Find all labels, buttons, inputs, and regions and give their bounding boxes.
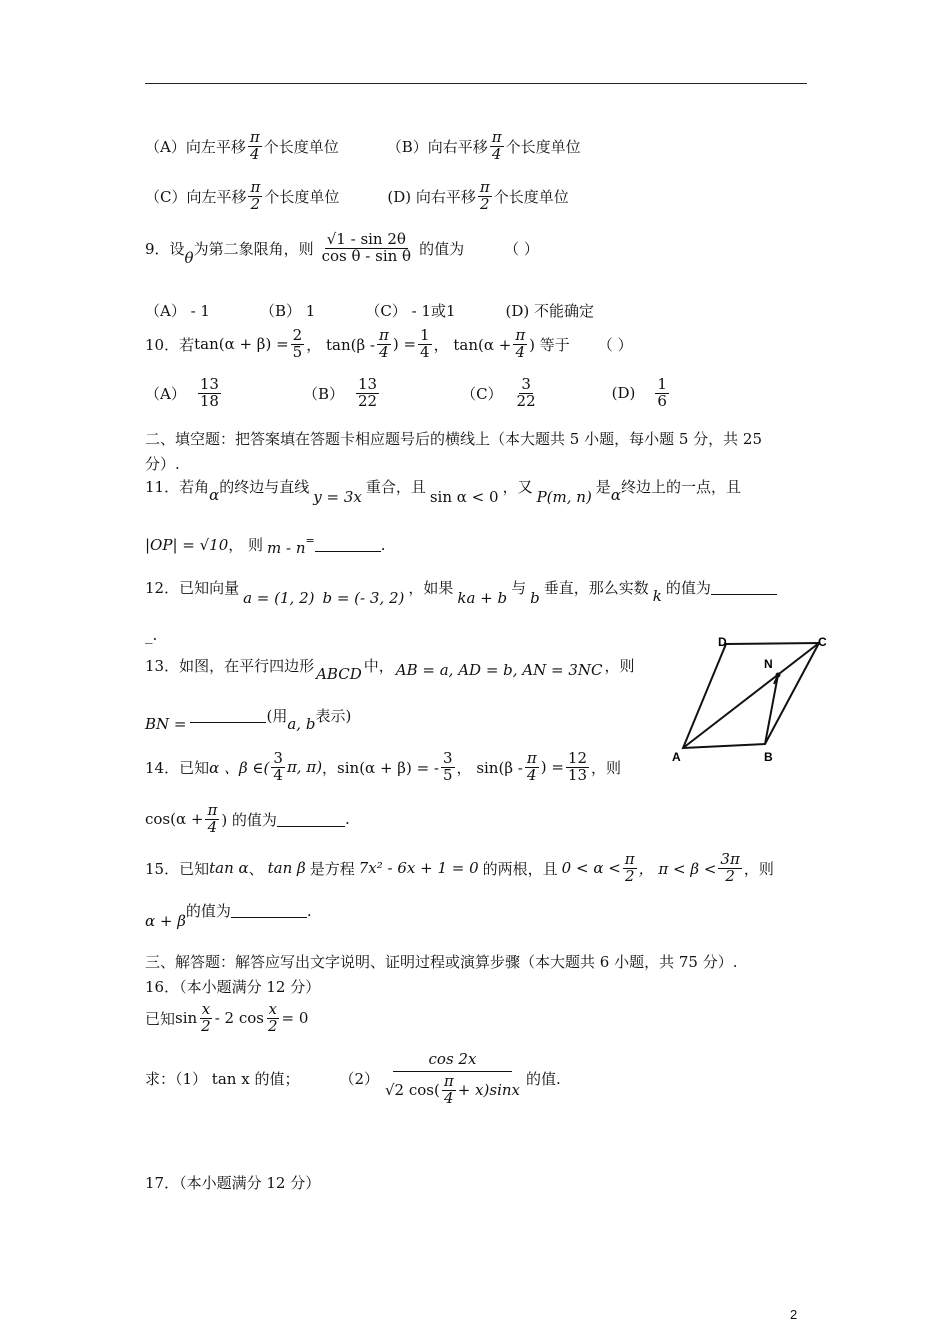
parallelogram-figure: [666, 630, 836, 770]
header-rule: [145, 83, 807, 84]
q12-stem-cont: _.: [145, 626, 158, 644]
label-d: D: [718, 635, 727, 649]
fraction: $\frac{\pi}{2}$: [250, 178, 261, 213]
q17-heading: 17．（本小题满分 12 分）: [145, 1174, 321, 1192]
q16-heading: 16．（本小题满分 12 分）: [145, 978, 321, 996]
label-n: N: [764, 657, 773, 671]
q15-answer-blank[interactable]: [231, 903, 307, 918]
q10-option-a: （A）: [145, 384, 186, 403]
q15-stem-cont: α + β 的值为 .: [145, 901, 312, 930]
q9-stem: 9．设 θ 为第二象限角，则 $\frac{√1 - \sin 2\theta}{\text{cos θ - sin θ}}$ 的值为 （ ）: [145, 230, 539, 268]
q10-options: （A） $\frac{13}{18}$ （B） $\frac{13}{22}$ （C） $\frac{3}{22}$ (D) $\frac{1}{6}$: [145, 375, 667, 410]
q10-option-c: （C）: [461, 384, 503, 403]
q8-option-c: （C）向左平移: [145, 187, 247, 206]
q8-option-b: （B）向右平移: [386, 137, 488, 156]
q8-option-d: (D) 向右平移: [387, 187, 476, 206]
fraction: $\frac{\pi}{2}$: [479, 178, 490, 213]
page-number: 2: [790, 1307, 798, 1322]
q13-answer-blank[interactable]: [190, 708, 266, 723]
q10-option-b: （B）: [302, 384, 344, 403]
q9-option-a: （A） - 1: [145, 302, 210, 320]
label-b: B: [764, 750, 773, 764]
q13-stem: 13．如图，在平行四边形 ABCD 中， AB = a, AD = b, AN = 3NC ，则: [145, 657, 635, 683]
q16-ask: 求：（1） tan x 的值； （2） cos 2x √2 cos( $\frac{\pi}{4}$ + x)sinx 的值.: [145, 1050, 561, 1107]
q9-options: [145, 300, 594, 321]
q9-option-b: （B） 1: [259, 302, 316, 320]
q9-option-d: (D) 不能确定: [505, 302, 594, 320]
q14-stem-cont: cos(α + $\frac{\pi}{4}$ ) 的值为 .: [145, 801, 350, 836]
q16-fraction: cos 2x √2 cos( $\frac{\pi}{4}$ + x)sinx: [385, 1050, 520, 1107]
q13-stem-cont: BN = (用 a, b 表示): [145, 707, 352, 733]
section2-heading-cont: 分）.: [145, 455, 180, 473]
q16-given: 已知 sin $\frac{x}{2}$ - 2 cos $\frac{x}{2}$ = 0: [145, 1000, 309, 1035]
label-a: A: [672, 750, 681, 764]
q14-answer-blank[interactable]: [277, 812, 345, 827]
q9-option-c: （C） - 1或1: [365, 302, 456, 320]
q12-stem: 12．已知向量 a = (1, 2) b = (- 3, 2) ，如果 ka + b 与 b 垂直，那么实数 k 的值为: [145, 577, 777, 598]
label-c: C: [818, 635, 827, 649]
q9-fraction: $\frac{√1 - \sin 2\theta}{\text{cos θ - sin θ}}$: [321, 230, 412, 265]
q8-options-row2: （C）向左平移 $\frac{\pi}{2}$ 个长度单位 (D) 向右平移 $\frac{\pi}{2}$ 个长度单位: [145, 178, 569, 213]
q11-answer-blank[interactable]: [315, 537, 381, 552]
section2-heading: 二、填空题：把答案填在答题卡相应题号后的横线上（本大题共 5 小题，每小题 5 分，共 25: [145, 430, 763, 448]
q8-options-row1: （A）向左平移 $\frac{\pi}{4}$ 个长度单位 （B）向右平移 $\frac{\pi}{4}$ 个长度单位: [145, 128, 581, 163]
q14-stem: 14．已知 α 、β ∈( $\frac{3}{4}$ π, π) ，sin(α + β) = - $\frac{3}{5}$ ， sin(β - $\frac{\pi}{4}$ ) = $\frac{12}{13}$ ，则: [145, 749, 622, 784]
q8-option-a: （A）向左平移: [145, 137, 246, 156]
q10-stem: 10．若 tan(α + β) = $\frac{2}{5}$ ， tan(β - $\frac{\pi}{4}$ ) = $\frac{1}{4}$ ， tan(α + $\frac{\pi}{4}$ ) 等于 （ ）: [145, 326, 633, 361]
q12-answer-blank[interactable]: [711, 580, 777, 595]
q11-stem-cont: |OP| = √10 ， 则 m - n = .: [145, 534, 386, 557]
fraction: $\frac{\pi}{4}$: [491, 128, 502, 163]
diagonal-ac: [683, 643, 819, 748]
q15-stem: 15．已知 tan α 、 tan β 是方程 7x² - 6x + 1 = 0 的两根，且 0 < α < $\frac{\pi}{2}$ ， π < β < $\frac{3\pi}{2}$ ，则: [145, 850, 774, 885]
section3-heading: 三、解答题：解答应写出文字说明、证明过程或演算步骤（本大题共 6 小题，共 75 分）.: [145, 953, 738, 971]
point-n: [776, 673, 781, 678]
q11-stem: 11．若角 α 的终边与直线 y = 3x 重合，且 sin α < 0 ，又 P(m, n) 是 α 终边上的一点，且: [145, 478, 741, 506]
q10-option-d: (D): [611, 384, 636, 403]
fraction: $\frac{\pi}{4}$: [249, 128, 260, 163]
